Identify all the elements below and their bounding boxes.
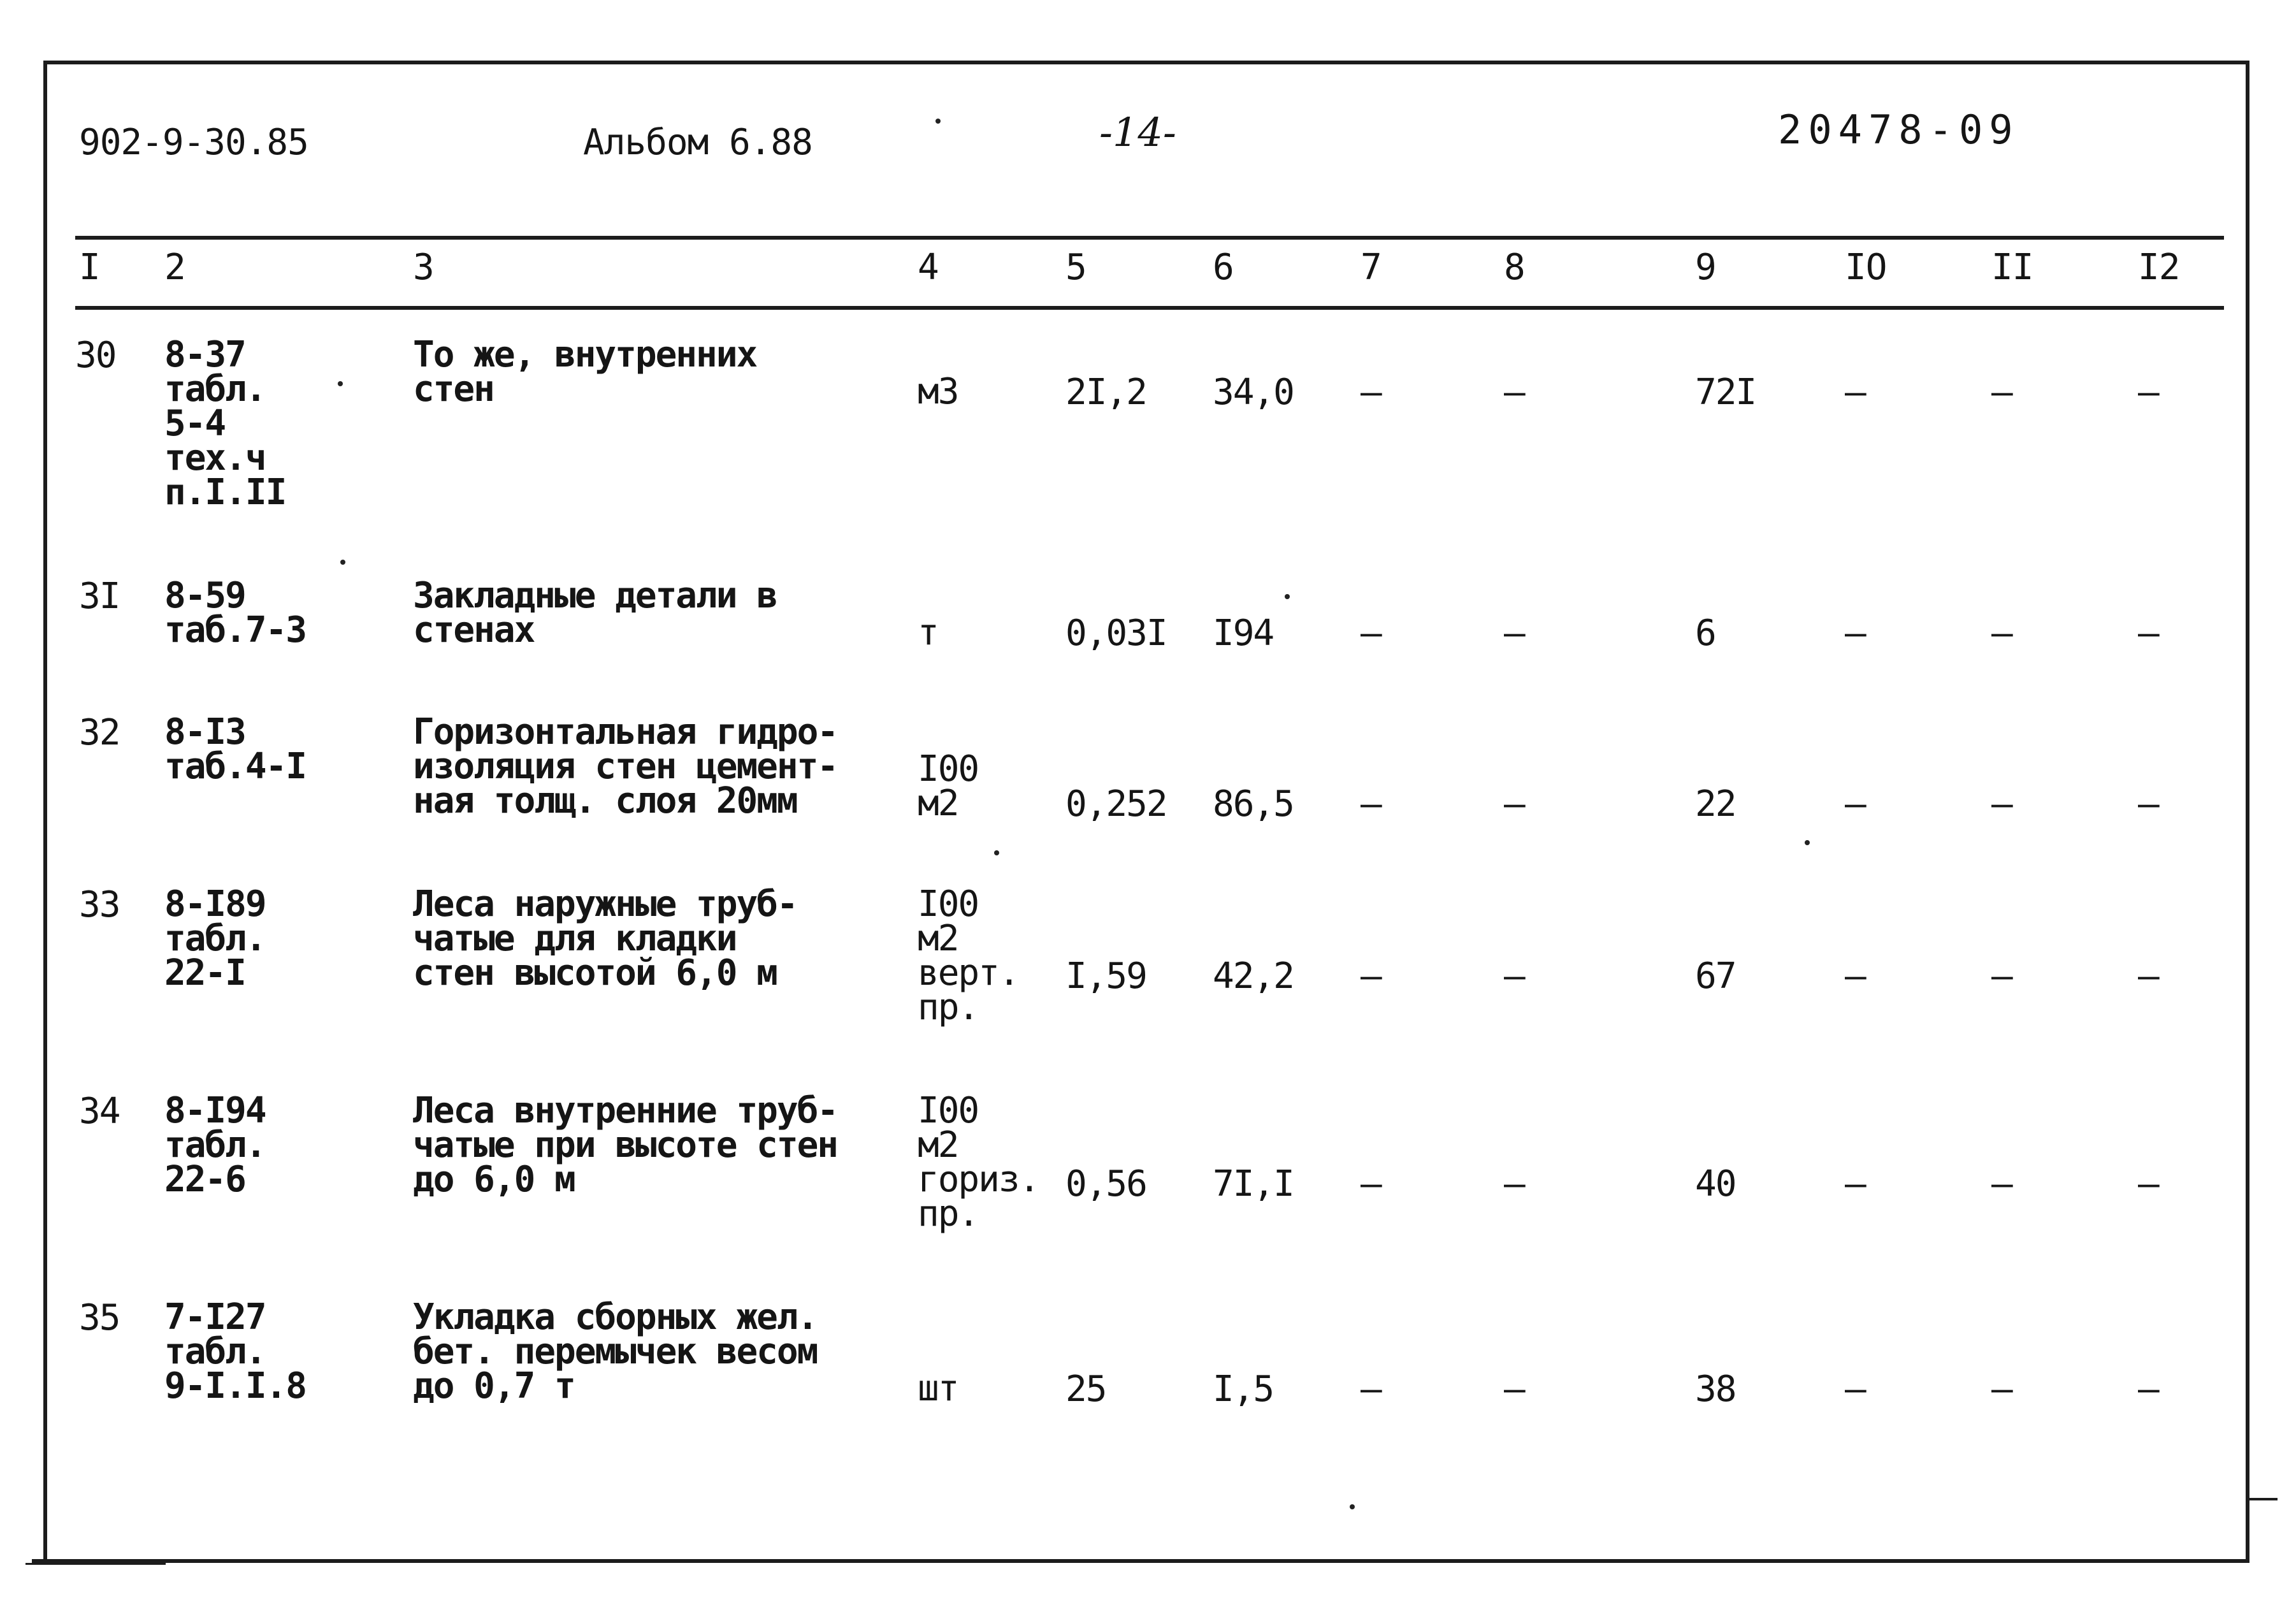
quantity: 0,252 [1065,783,1167,825]
unit: I00 м2 [918,748,979,824]
unit-price: I,5 [1213,1369,1274,1410]
frame-border-bottom [32,1559,2249,1563]
scan-speck [1285,594,1290,599]
col-number-7: 7 [1361,247,1382,288]
col-number-9: 9 [1695,247,1716,288]
work-description: Леса наружные труб- чатые для кладки стен высотой 6,0 м [413,883,797,994]
frame-border-right [2246,61,2249,1562]
unit-price: I94 [1213,613,1274,654]
row-number: 32 [79,712,120,753]
col12-value: – [2138,783,2158,825]
unit: м3 [918,371,958,412]
quantity: 2I,2 [1065,372,1146,413]
col-number-4: 4 [918,247,939,288]
frame-tick-right [2249,1498,2278,1500]
scan-speck [1805,840,1810,845]
frame-border-left [43,61,47,1562]
col8-value: – [1504,783,1524,825]
unit: I00 м2 гориз. пр. [918,1090,1039,1235]
col10-value: – [1845,955,1865,997]
col8-value: – [1504,1369,1524,1410]
col9-value: 22 [1695,783,1736,825]
work-description: То же, внутренних стен [413,334,757,410]
row-number: 35 [79,1297,120,1339]
unit-price: 86,5 [1213,783,1294,825]
unit-price: 7I,I [1213,1163,1294,1205]
col8-value: – [1504,1163,1524,1205]
col-number-8: 8 [1504,247,1525,288]
col-number-11: II [1991,247,2033,288]
norm-code: 8-I89 табл. 22-I [164,883,266,994]
col10-value: – [1845,1369,1865,1410]
frame-border-top [43,61,2249,64]
doc-code: 902-9-30.85 [79,122,308,163]
scan-speck [338,381,343,386]
col-number-6: 6 [1213,247,1234,288]
col12-value: – [2138,372,2158,413]
table-header-bottom-rule [75,306,2224,310]
archive-number: 20478-09 [1778,106,2019,153]
col7-value: – [1361,783,1381,825]
frame-tick-bottom [25,1563,166,1565]
unit: шт [918,1368,958,1409]
norm-code: 8-I94 табл. 22-6 [164,1090,266,1200]
col11-value: – [1991,613,2012,654]
scan-speck [1350,1504,1355,1509]
row-number: 33 [79,884,120,926]
work-description: Леса внутренние труб- чатые при высоте стен до 6,0 м [413,1090,838,1200]
col9-value: 38 [1695,1369,1736,1410]
col7-value: – [1361,1369,1381,1410]
work-description: Закладные детали в стенах [413,575,777,651]
col10-value: – [1845,613,1865,654]
quantity: I,59 [1065,955,1146,997]
col-number-1: I [79,247,100,288]
norm-code: 8-I3 таб.4-I [164,711,307,787]
norm-code: 8-59 таб.7-3 [164,575,307,651]
col-number-2: 2 [164,247,185,288]
work-description: Укладка сборных жел. бет. перемычек весом до 0,7 т [413,1296,818,1407]
col11-value: – [1991,372,2012,413]
unit-price: 34,0 [1213,372,1294,413]
work-description: Горизонтальная гидро- изоляция стен цемент- ная толщ. слоя 20мм [413,711,838,822]
col12-value: – [2138,613,2158,654]
album-label: Альбом 6.88 [583,122,812,163]
col7-value: – [1361,955,1381,997]
col11-value: – [1991,955,2012,997]
col8-value: – [1504,613,1524,654]
col9-value: 67 [1695,955,1736,997]
col7-value: – [1361,372,1381,413]
unit-price: 42,2 [1213,955,1294,997]
scan-speck [340,560,345,565]
col10-value: – [1845,372,1865,413]
col9-value: 72I [1695,372,1756,413]
norm-code: 7-I27 табл. 9-I.I.8 [164,1296,307,1407]
scan-speck [994,850,999,855]
col10-value: – [1845,783,1865,825]
row-number: 30 [75,335,116,376]
row-number: 3I [79,576,120,617]
table-header-top-rule [75,236,2224,240]
col12-value: – [2138,1163,2158,1205]
unit: I00 м2 верт. пр. [918,883,1019,1028]
page-number: -14- [1099,109,1176,156]
col9-value: 40 [1695,1163,1736,1205]
col10-value: – [1845,1163,1865,1205]
quantity: 0,56 [1065,1163,1146,1205]
col12-value: – [2138,1369,2158,1410]
unit: т [918,612,938,653]
col11-value: – [1991,1163,2012,1205]
col11-value: – [1991,1369,2012,1410]
row-number: 34 [79,1091,120,1132]
col11-value: – [1991,783,2012,825]
quantity: 0,03I [1065,613,1167,654]
col-number-12: I2 [2138,247,2180,288]
quantity: 25 [1065,1369,1106,1410]
col7-value: – [1361,613,1381,654]
col-number-5: 5 [1065,247,1087,288]
col8-value: – [1504,372,1524,413]
col8-value: – [1504,955,1524,997]
scan-speck [935,119,941,124]
col9-value: 6 [1695,613,1715,654]
col-number-3: 3 [413,247,434,288]
col12-value: – [2138,955,2158,997]
col7-value: – [1361,1163,1381,1205]
col-number-10: IO [1845,247,1887,288]
norm-code: 8-37 табл. 5-4 тех.ч п.I.II [164,334,286,513]
